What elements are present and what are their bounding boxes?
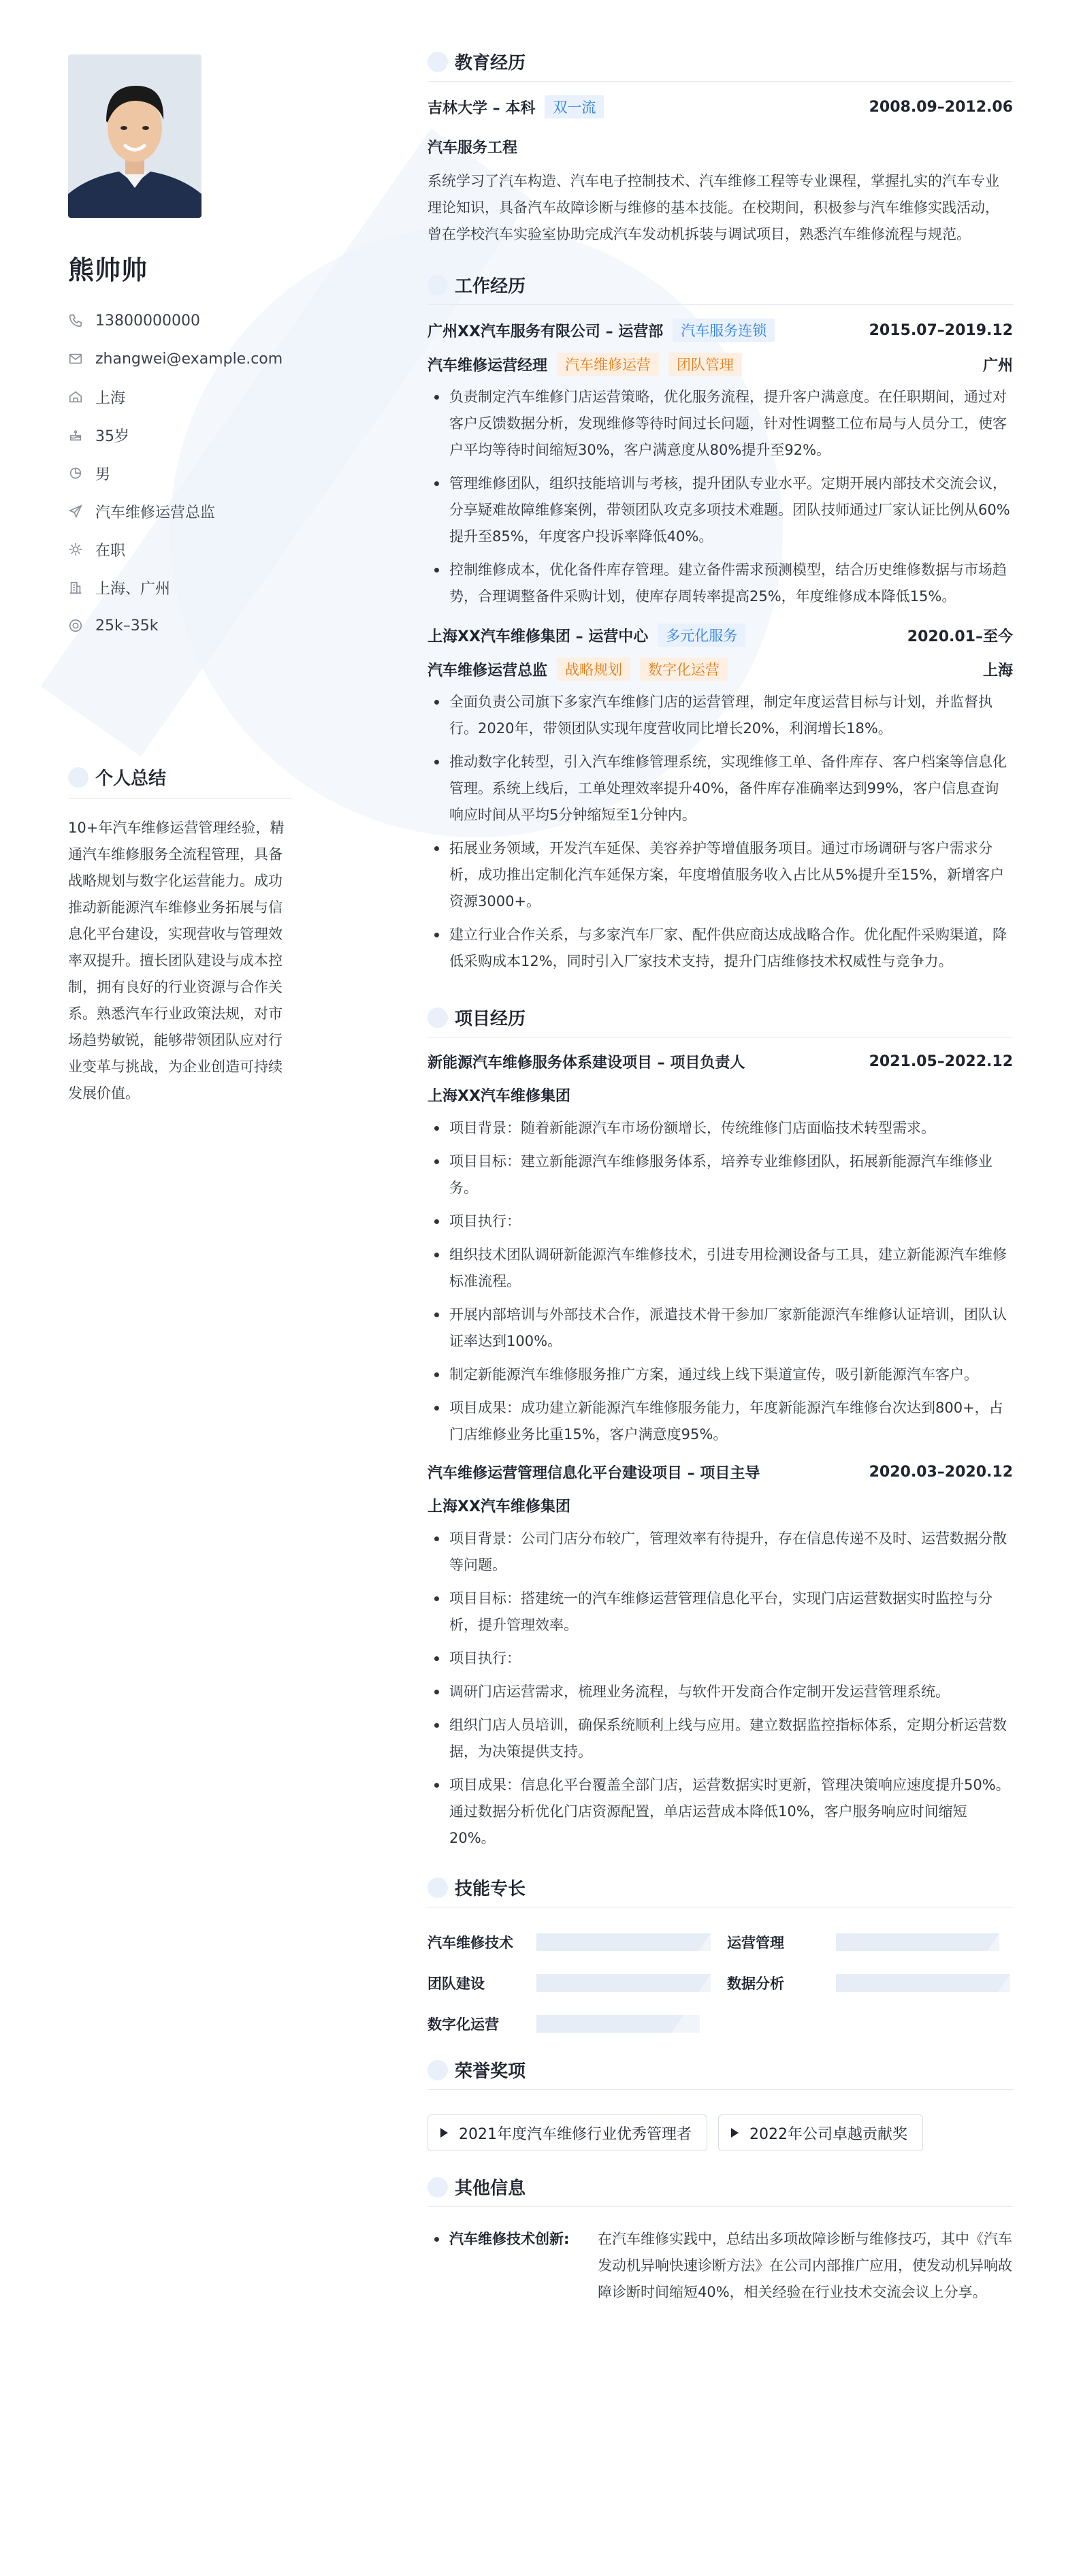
major: 汽车服务工程 — [427, 140, 518, 157]
job-city: 上海 — [982, 662, 1013, 679]
summary-section-title — [68, 764, 293, 799]
summary-title: 个人总结 — [95, 769, 167, 789]
building-icon — [68, 580, 83, 595]
list-item: 建立行业合作关系，与多家汽车厂家、配件供应商达成战略合作。优化配件采购渠道，降低采购成本12%，同时引入厂家技术支持，提升门店维修技术权威性与竞争力。 — [427, 922, 1013, 975]
other-title: 其他信息 — [455, 2178, 526, 2199]
skill-bar-track — [536, 1974, 711, 1992]
main-content — [427, 49, 1013, 2306]
award-label: 2022年公司卓越贡献奖 — [749, 2125, 907, 2143]
info-salary-text: 25k–35k — [95, 617, 159, 634]
send-icon — [68, 504, 83, 519]
other-value: 在汽车维修实践中，总结出多项故障诊断与维修技巧，其中《汽车发动机异响快速诊断方法》在公司内部推广应用，使发动机异响故障诊断时间缩短40%，相关经验在行业技术交流会议上分享。 — [598, 2231, 1012, 2300]
project-date: 2021.05–2022.12 — [869, 1053, 1013, 1070]
job-company: 广州XX汽车服务有限公司 – 运营部 — [427, 323, 664, 340]
list-item: 调研门店运营需求，梳理业务流程，与软件开发商合作定制开发运营管理系统。 — [427, 1679, 1013, 1705]
job-tag: 团队管理 — [668, 353, 742, 376]
title-dot-icon — [427, 52, 448, 72]
project-org: 上海XX汽车维修集团 — [427, 1088, 570, 1105]
job-company-tag: 多元化服务 — [658, 624, 745, 647]
info-phone — [68, 302, 293, 340]
job-bullets — [427, 689, 1013, 975]
education-section-title — [427, 49, 1013, 82]
skill-bar-fill — [836, 1974, 1010, 1992]
list-item: 组织技术团队调研新能源汽车维修技术，引进专用检测设备与工具，建立新能源汽车维修标准流程。 — [427, 1242, 1013, 1295]
salary-icon — [68, 618, 83, 633]
info-salary — [68, 607, 293, 645]
skill-item — [727, 1973, 1013, 1993]
info-age — [68, 416, 293, 454]
info-position-text: 汽车维修运营总监 — [95, 504, 216, 521]
skill-bar-track — [836, 1933, 999, 1951]
award-item — [427, 2114, 707, 2151]
play-icon — [731, 2128, 739, 2138]
list-item: 项目成果：信息化平台覆盖全部门店，运营数据实时更新，管理决策响应速度提升50%。通过数据分析优化门店资源配置，单店运营成本降低10%，客户服务响应时间缩短20%。 — [427, 1772, 1013, 1852]
skill-bar-track — [536, 1933, 711, 1951]
project-name: 新能源汽车维修服务体系建设项目 – 项目负责人 — [427, 1054, 745, 1072]
work-title: 工作经历 — [455, 276, 526, 297]
mail-icon — [68, 351, 83, 366]
awards-list — [427, 2114, 1013, 2151]
job-bullets — [427, 384, 1013, 610]
project-date: 2020.03–2020.12 — [869, 1464, 1013, 1481]
skill-bar-fill — [836, 1933, 999, 1951]
candidate-name: 熊帅帅 — [68, 255, 148, 285]
list-item: 项目背景：公司门店分布较广，管理效率有待提升，存在信息传递不及时、运营数据分散等问题。 — [427, 1526, 1013, 1579]
skill-item — [427, 2014, 727, 2034]
info-email-text: zhangwei@example.com — [95, 350, 283, 368]
awards-title: 荣誉奖项 — [455, 2061, 526, 2082]
projects-title: 项目经历 — [455, 1009, 526, 1029]
project-bullets — [427, 1115, 1013, 1448]
job-company-tag: 汽车服务连锁 — [673, 319, 775, 342]
job-role-row — [427, 658, 1013, 681]
project-header — [427, 1051, 1013, 1072]
info-city — [68, 378, 293, 416]
age-icon — [68, 428, 83, 442]
skills-title: 技能专长 — [455, 1879, 526, 1899]
project-bullets — [427, 1526, 1013, 1852]
school-name: 吉林大学 – 本科 — [427, 99, 536, 117]
info-phone-text: 13800000000 — [95, 312, 200, 329]
skills-section-title — [427, 1875, 1013, 1907]
info-locations-text: 上海、广州 — [95, 580, 171, 598]
title-dot-icon — [427, 1878, 448, 1898]
info-position — [68, 492, 293, 530]
project-item — [427, 1051, 1013, 1448]
info-email — [68, 340, 293, 378]
skill-label: 团队建设 — [427, 1976, 485, 1992]
info-gender — [68, 454, 293, 492]
list-item: 项目执行： — [427, 1208, 1013, 1235]
other-item — [427, 2226, 1013, 2306]
list-item: 全面负责公司旗下多家汽车维修门店的运营管理，制定年度运营目标与计划，并监督执行。2020年，带领团队实现年度营收同比增长20%，利润增长18%。 — [427, 689, 1013, 742]
info-city-text: 上海 — [95, 389, 126, 407]
skill-item — [427, 1932, 727, 1952]
skill-bar-fill — [536, 1933, 711, 1951]
title-dot-icon — [427, 275, 448, 295]
info-gender-text: 男 — [95, 466, 111, 483]
list-item: 项目目标：搭建统一的汽车维修运营管理信息化平台，实现门店运营数据实时监控与分析，提升管理效率。 — [427, 1585, 1013, 1639]
job-tag: 战略规划 — [557, 658, 630, 681]
job-tag: 汽车维修运营 — [557, 353, 659, 376]
avatar-photo — [68, 54, 201, 218]
job-item — [427, 624, 1013, 975]
job-role-row — [427, 353, 1013, 376]
title-dot-icon — [427, 2060, 448, 2080]
other-key: 汽车维修技术创新: — [427, 2226, 598, 2306]
skill-bar-fill — [536, 1974, 711, 1992]
job-company: 上海XX汽车维修集团 – 运营中心 — [427, 628, 649, 645]
project-org: 上海XX汽车维修集团 — [427, 1498, 570, 1515]
job-header — [427, 319, 1013, 342]
skills-grid — [427, 1932, 1013, 2034]
status-icon — [68, 542, 83, 557]
award-item — [718, 2114, 923, 2151]
list-item: 负责制定汽车维修门店运营策略，优化服务流程，提升客户满意度。在任职期间，通过对客户反馈数据分析，发现维修等待时间过长问题，针对性调整工位布局与人员分工，使客户平均等待时间缩短30%，客户满意度从80%提升至92%。 — [427, 384, 1013, 464]
job-tag: 数字化运营 — [640, 658, 728, 681]
skill-bar-track — [536, 2015, 700, 2033]
summary-text: 10+年汽车维修运营管理经验，精通汽车维修服务全流程管理，具备战略规划与数字化运营能力。成功推动新能源汽车维修业务拓展与信息化平台建设，实现营收与管理效率双提升。擅长团队建设与成本控制，拥有良好的行业资源与合作关系。熟悉汽车行业政策法规，对市场趋势敏锐，能够带领团队应对行业变革与挑战，为企业创造可持续发展价值。 — [68, 820, 285, 1101]
info-status-text: 在职 — [95, 542, 126, 560]
school-tag: 双一流 — [545, 95, 604, 118]
skill-bar-fill — [536, 2015, 683, 2033]
skill-label: 数据分析 — [727, 1976, 784, 1992]
education-date: 2008.09–2012.06 — [869, 98, 1013, 116]
skill-item — [427, 1973, 727, 1993]
education-description: 系统学习了汽车构造、汽车电子控制技术、汽车维修工程等专业课程，掌握扎实的汽车专业理论知识，具备汽车故障诊断与维修的基本技能。在校期间，积极参与汽车维修实践活动，曾在学校汽车实验室协助完成汽车发动机拆装与调试项目，熟悉汽车维修流程与规范。 — [427, 173, 999, 242]
title-dot-icon — [427, 2177, 448, 2197]
title-dot-icon — [427, 1008, 448, 1028]
education-title: 教育经历 — [455, 53, 526, 74]
job-role: 汽车维修运营经理 — [427, 357, 548, 374]
info-status — [68, 530, 293, 568]
education-header — [427, 95, 1013, 118]
play-icon — [440, 2128, 448, 2138]
list-item: 管理维修团队，组织技能培训与考核，提升团队专业水平。定期开展内部技术交流会议，分享疑难故障维修案例，带领团队攻克多项技术难题。团队技师通过厂家认证比例从60%提升至85%，年度客户投诉率降低40%。 — [427, 470, 1013, 550]
project-header — [427, 1462, 1013, 1483]
job-item — [427, 319, 1013, 610]
project-name: 汽车维修运营管理信息化平台建设项目 – 项目主导 — [427, 1465, 760, 1482]
gender-icon — [68, 466, 83, 481]
job-date: 2015.07–2019.12 — [869, 321, 1013, 339]
phone-icon — [68, 313, 83, 328]
list-item: 开展内部培训与外部技术合作，派遣技术骨干参加厂家新能源汽车维修认证培训，团队认证率达到100%。 — [427, 1302, 1013, 1355]
job-city: 广州 — [982, 357, 1013, 374]
award-label: 2021年度汽车维修行业优秀管理者 — [459, 2125, 692, 2143]
job-role: 汽车维修运营总监 — [427, 662, 548, 679]
info-age-text: 35岁 — [95, 428, 129, 445]
list-item: 项目背景：随着新能源汽车市场份额增长，传统维修门店面临技术转型需求。 — [427, 1115, 1013, 1142]
other-section-title — [427, 2174, 1013, 2207]
skill-label: 数字化运营 — [427, 2016, 499, 2033]
list-item: 项目执行： — [427, 1645, 1013, 1672]
skill-item — [727, 1932, 1013, 1952]
sidebar — [68, 54, 293, 1107]
info-locations — [68, 568, 293, 607]
list-item: 项目目标：建立新能源汽车维修服务体系，培养专业维修团队，拓展新能源汽车维修业务。 — [427, 1148, 1013, 1202]
awards-section-title — [427, 2057, 1013, 2090]
skill-label: 汽车维修技术 — [427, 1935, 513, 1951]
project-item — [427, 1462, 1013, 1852]
list-item: 组织门店人员培训，确保系统顺利上线与应用。建立数据监控指标体系，定期分析运营数据，为决策提供支持。 — [427, 1712, 1013, 1765]
job-date: 2020.01–至今 — [907, 628, 1013, 645]
list-item: 推动数字化转型，引入汽车维修管理系统，实现维修工单、备件库存、客户档案等信息化管理。系统上线后，工单处理效率提升40%，备件库存准确率达到99%，客户信息查询响应时间从平均5分钟缩短至1分钟内。 — [427, 749, 1013, 828]
list-item: 制定新能源汽车维修服务推广方案，通过线上线下渠道宣传，吸引新能源汽车客户。 — [427, 1362, 1013, 1388]
projects-section-title — [427, 1005, 1013, 1037]
list-item: 拓展业务领域，开发汽车延保、美容养护等增值服务项目。通过市场调研与客户需求分析，成功推出定制化汽车延保方案，年度增值服务收入占比从5%提升至15%，新增客户资源3000+。 — [427, 835, 1013, 915]
skill-bar-track — [836, 1974, 1010, 1992]
home-icon — [68, 389, 83, 404]
list-item: 控制维修成本，优化备件库存管理。建立备件需求预测模型，结合历史维修数据与市场趋势，合理调整备件采购计划，使库存周转率提高25%，年度维修成本降低15%。 — [427, 557, 1013, 610]
job-header — [427, 624, 1013, 647]
avatar — [68, 54, 201, 218]
skill-label: 运营管理 — [727, 1935, 784, 1951]
title-dot-icon — [68, 767, 88, 788]
list-item: 项目成果：成功建立新能源汽车维修服务能力，年度新能源汽车维修台次达到800+，占门店维修业务比重15%，客户满意度95%。 — [427, 1395, 1013, 1448]
work-section-title — [427, 272, 1013, 305]
